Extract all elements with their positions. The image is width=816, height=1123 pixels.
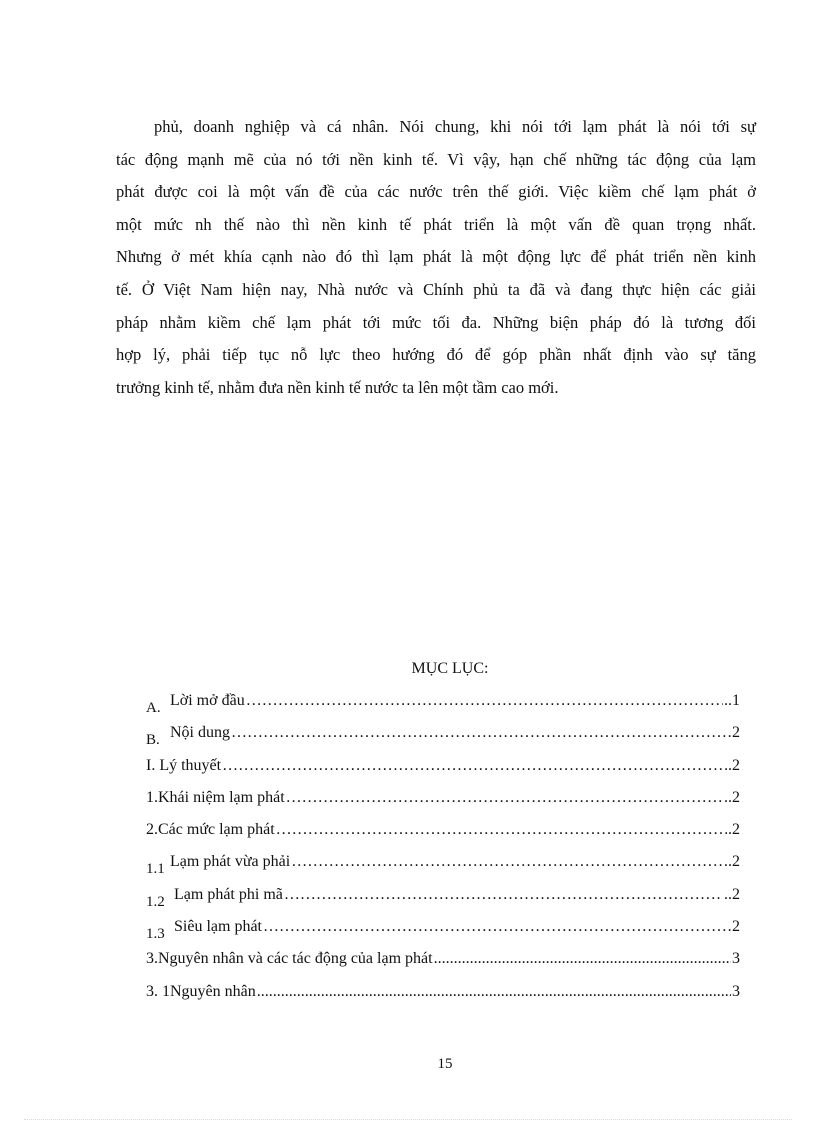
toc-leader-dots <box>291 853 727 871</box>
toc-entry-page: .2 <box>728 821 740 839</box>
toc-entry-label: I. Lý thuyết <box>146 756 222 774</box>
paragraph-line: trưởng kinh tế, nhằm đưa nền kinh tế nước ta lên một tầm cao mới. <box>116 377 559 397</box>
toc-entry-page: ..2 <box>724 885 740 903</box>
toc-entry[interactable] <box>146 688 740 720</box>
toc-entry-label: Lạm phát vừa phải <box>170 853 291 871</box>
paragraph-line: phát được coi là một vấn đề của các nước trên thế giới. Việc kiềm chế lạm phát ở <box>116 182 756 202</box>
toc-entry[interactable] <box>146 817 740 849</box>
toc-title: MỤC LỤC: <box>411 660 489 677</box>
toc-entry-label: Lời mở đầu <box>170 692 245 709</box>
toc-leader-dots <box>286 789 723 807</box>
toc-entry-page: 2 <box>732 918 740 936</box>
toc-entry-page: ..2 <box>724 788 740 806</box>
toc-entry-label: 2.Các mức lạm phát <box>146 821 275 839</box>
paragraph-line: phủ, doanh nghiệp và cá nhân. Nói chung, khi nói tới lạm phát là nói tới sự <box>154 117 756 136</box>
paragraph-line: một mức nh thế nào thì nền kinh tế phát triển là một vấn đề quan trọng nhất. <box>116 214 756 234</box>
toc-leader-dots <box>276 821 727 839</box>
toc-entry[interactable] <box>146 882 740 914</box>
body-paragraph <box>116 111 756 404</box>
toc-entry[interactable] <box>146 785 740 817</box>
toc-entry-label: Lạm phát phi mã <box>174 885 283 903</box>
toc-entry-label: Siêu lạm phát <box>174 918 262 936</box>
toc-entry-page: .2 <box>728 756 740 774</box>
page-bottom-divider <box>24 1119 792 1120</box>
toc-entry-marker: 1.1 <box>146 861 165 878</box>
toc-leader-dots <box>257 983 731 1001</box>
toc-leader-dots <box>263 918 731 936</box>
toc-entry[interactable] <box>146 946 740 978</box>
toc-leader-dots <box>246 692 723 710</box>
toc-entry-label: 1.Khái niệm lạm phát <box>146 788 285 806</box>
toc-entry[interactable] <box>146 720 740 752</box>
toc-entry-page: 3 <box>732 982 740 1000</box>
table-of-contents <box>146 688 740 1011</box>
paragraph-line: tác động mạnh mẽ của nó tới nền kinh tế. Vì vậy, hạn chế những tác động của lạm <box>116 149 756 169</box>
toc-entry-marker: A. <box>146 700 161 716</box>
toc-entry[interactable] <box>146 914 740 946</box>
page-number: 15 <box>437 1056 453 1072</box>
toc-leader-dots <box>222 757 727 775</box>
toc-entry-page: ..1 <box>724 692 740 709</box>
toc-entry-label: Nội dung <box>170 724 230 742</box>
toc-entry[interactable] <box>146 849 740 881</box>
toc-entry[interactable] <box>146 979 740 1011</box>
toc-entry-label: 3.Nguyên nhân và các tác động của lạm phát <box>146 950 433 968</box>
paragraph-line: hợp lý, phải tiếp tục nỗ lực theo hướng đó để góp phần nhất định vào sự tăng <box>116 345 756 365</box>
toc-leader-dots <box>231 724 731 742</box>
toc-leader-dots <box>284 886 723 904</box>
paragraph-line: Nhưng ở mét khía cạnh nào đó thì lạm phát là một động lực để phát triển nền kinh <box>116 247 756 267</box>
toc-entry-page: .2 <box>728 853 740 871</box>
toc-entry-marker: B. <box>146 732 160 749</box>
toc-entry-marker: 1.2 <box>146 893 165 910</box>
toc-leader-dots <box>434 950 731 968</box>
paragraph-line: pháp nhằm kiềm chế lạm phát tới mức tối đa. Những biện pháp đó là tương đối <box>116 312 756 332</box>
paragraph-line: tế. Ở Việt Nam hiện nay, Nhà nước và Chính phủ ta đã và đang thực hiện các giải <box>116 279 756 299</box>
toc-entry[interactable] <box>146 753 740 785</box>
toc-entry-page: 2 <box>732 724 740 742</box>
toc-entry-label: 3. 1Nguyên nhân <box>146 982 256 1000</box>
toc-entry-marker: 1.3 <box>146 926 165 943</box>
toc-entry-page: 3 <box>732 950 740 968</box>
